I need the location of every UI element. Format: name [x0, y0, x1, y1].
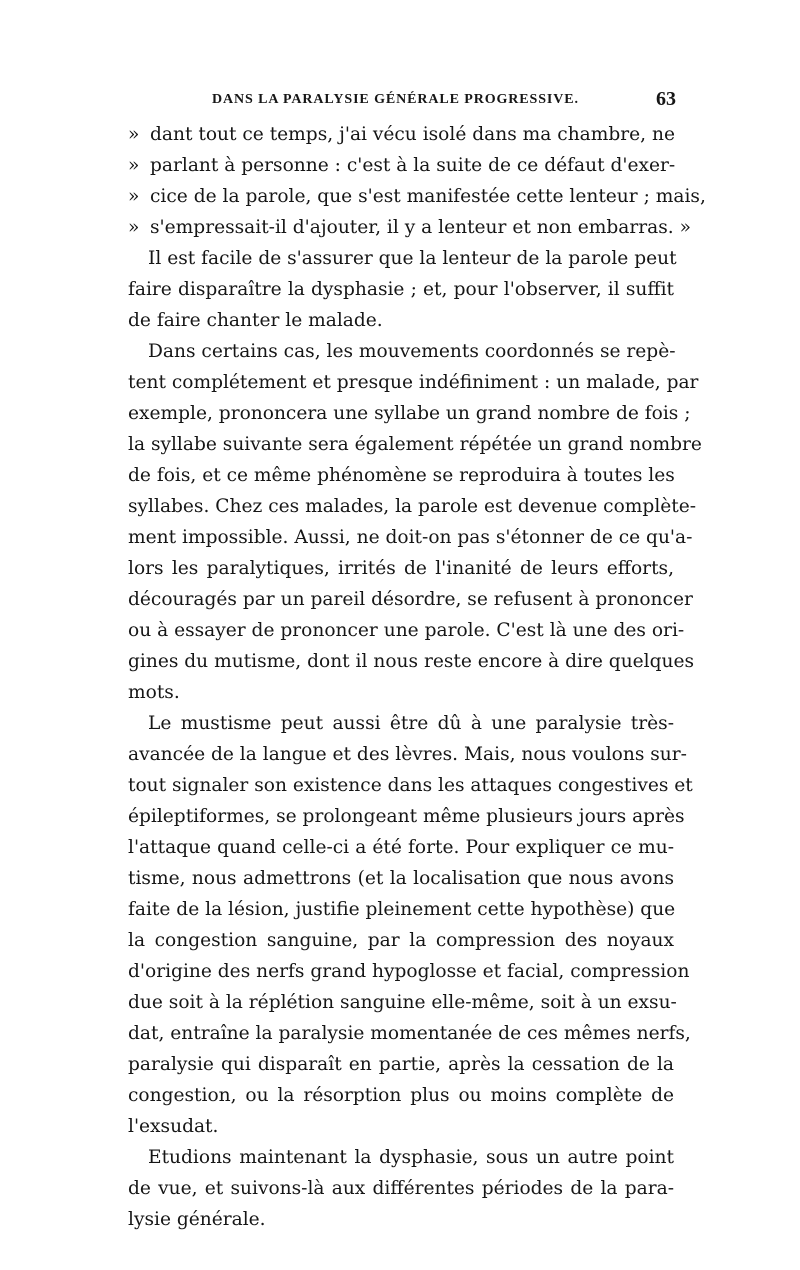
- text-line: faire disparaître la dysphasie ; et, pour l'observer, il suffit: [128, 279, 674, 300]
- text-line: tout signaler son existence dans les attaques congestives et: [128, 775, 693, 796]
- text-line: tent complétement et presque indéfiniment : un malade, par: [128, 372, 699, 393]
- quote-paragraph: [128, 119, 706, 243]
- line-text: s'empressait-il d'ajouter, il y a lenteur et non embarras. »: [150, 217, 691, 238]
- text-line: la syllabe suivante sera également répétée un grand nombre: [128, 434, 702, 455]
- text-line: [128, 119, 674, 150]
- text-line: due soit à la réplétion sanguine elle-même, soit à un exsu-: [128, 992, 677, 1013]
- line-text: parlant à personne : c'est à la suite de ce défaut d'exer-: [150, 155, 676, 176]
- running-title: DANS LA PARALYSIE GÉNÉRALE PROGRESSIVE.: [212, 92, 579, 107]
- text-line: lysie générale.: [128, 1209, 266, 1230]
- text-line: congestion, ou la résorption plus ou moins complète de: [128, 1085, 674, 1106]
- paragraph: [128, 708, 693, 1142]
- text-line: découragés par un pareil désordre, se refusent à prononcer: [128, 589, 693, 610]
- text-line: [128, 212, 691, 243]
- text-line: Il est facile de s'assurer que la lenteur de la parole peut: [148, 248, 677, 269]
- paragraph: [128, 243, 677, 336]
- text-line: [128, 181, 706, 212]
- text-line: de vue, et suivons-là aux différentes périodes de la para-: [128, 1178, 674, 1199]
- paragraph: [128, 1142, 674, 1235]
- text-line: tisme, nous admettrons (et la localisation que nous avons: [128, 868, 674, 889]
- text-line: ment impossible. Aussi, ne doit-on pas s'étonner de ce qu'a-: [128, 527, 693, 548]
- text-line: [128, 150, 674, 181]
- quote-mark: »: [128, 217, 140, 238]
- text-line: syllabes. Chez ces malades, la parole est devenue complète-: [128, 496, 697, 517]
- text-line: la congestion sanguine, par la compression des noyaux: [128, 930, 674, 951]
- text-line: de fois, et ce même phénomène se reproduira à toutes les: [128, 465, 675, 486]
- text-line: d'origine des nerfs grand hypoglosse et facial, compression: [128, 961, 690, 982]
- text-line: épileptiformes, se prolongeant même plusieurs jours après: [128, 806, 685, 827]
- text-line: avancée de la langue et des lèvres. Mais, nous voulons sur-: [128, 744, 687, 765]
- body-text: [128, 119, 706, 1235]
- text-line: l'attaque quand celle-ci a été forte. Pour expliquer ce mu-: [128, 837, 674, 858]
- text-line: gines du mutisme, dont il nous reste encore à dire quelques: [128, 651, 695, 672]
- page-number: 63: [656, 88, 676, 110]
- text-line: de faire chanter le malade.: [128, 310, 383, 331]
- quote-mark: »: [128, 186, 140, 207]
- text-line: l'exsudat.: [128, 1116, 219, 1137]
- paragraph: [128, 336, 702, 708]
- running-head: [128, 88, 674, 118]
- line-text: cice de la parole, que s'est manifestée cette lenteur ; mais,: [150, 186, 706, 207]
- text-line: exemple, prononcera une syllabe un grand nombre de fois ;: [128, 403, 691, 424]
- book-page: [128, 88, 706, 1235]
- text-line: dat, entraîne la paralysie momentanée de ces mêmes nerfs,: [128, 1023, 691, 1044]
- text-line: Le mustisme peut aussi être dû à une paralysie très-: [148, 713, 674, 734]
- text-line: Dans certains cas, les mouvements coordonnés se repè-: [148, 341, 676, 362]
- quote-mark: »: [128, 155, 140, 176]
- text-line: paralysie qui disparaît en partie, après la cessation de la: [128, 1054, 674, 1075]
- text-line: faite de la lésion, justifie pleinement cette hypothèse) que: [128, 899, 676, 920]
- quote-mark: »: [128, 124, 140, 145]
- text-line: ou à essayer de prononcer une parole. C'est là une des ori-: [128, 620, 685, 641]
- text-line: lors les paralytiques, irrités de l'inanité de leurs efforts,: [128, 558, 674, 579]
- line-text: dant tout ce temps, j'ai vécu isolé dans ma chambre, ne: [150, 124, 675, 145]
- text-line: Etudions maintenant la dysphasie, sous un autre point: [148, 1147, 674, 1168]
- text-line: mots.: [128, 682, 180, 703]
